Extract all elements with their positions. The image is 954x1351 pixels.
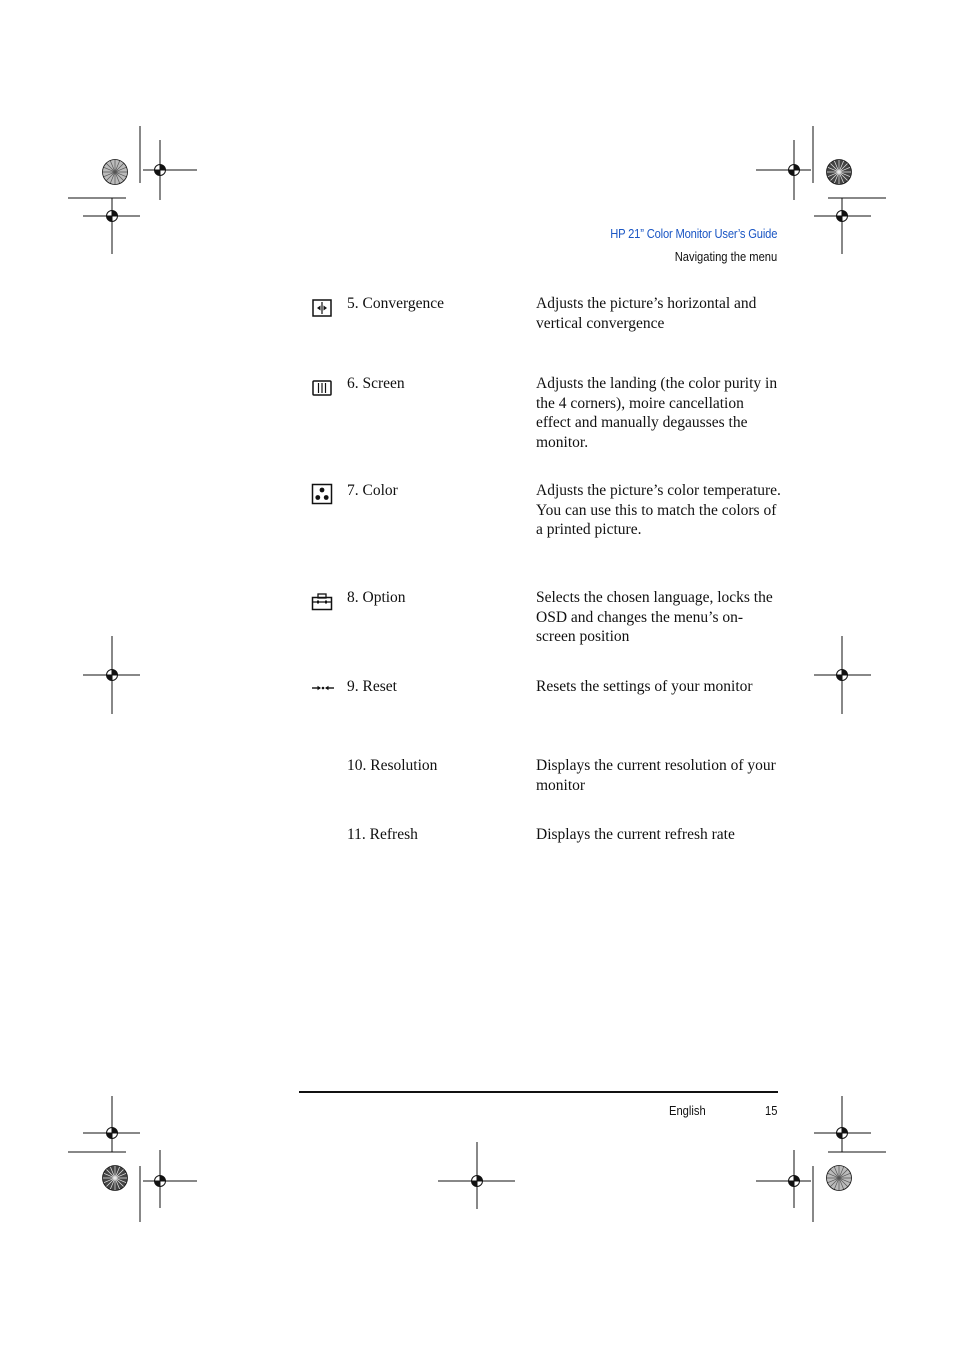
menu-item-label: 5. Convergence (347, 295, 444, 312)
menu-item-label: 10. Resolution (347, 757, 438, 774)
registration-crosshair (102, 206, 122, 226)
running-header-section: Navigating the menu (674, 249, 777, 264)
registration-crosshair (784, 1171, 804, 1191)
menu-item-description: Resets the settings of your monitor (536, 678, 753, 695)
page-number: 15 (764, 1103, 777, 1118)
registration-starburst (827, 1166, 852, 1191)
toolbox-icon (311, 591, 333, 613)
footer-language: English (669, 1103, 706, 1118)
registration-crosshair (832, 1123, 852, 1143)
menu-item-description: Displays the current resolution of your monitor (536, 757, 776, 794)
reset-icon (311, 677, 333, 699)
registration-crosshair (102, 665, 122, 685)
menu-item-description: Adjusts the picture’s color temperature. You can use this to match the colors of a printed picture. (536, 482, 781, 538)
menu-item-description: Displays the current refresh rate (536, 826, 735, 843)
menu-item-description: Adjusts the picture’s horizontal and vertical convergence (536, 295, 757, 332)
screen-icon (311, 376, 333, 398)
registration-crosshair (150, 1171, 170, 1191)
menu-item-label: 7. Color (347, 482, 398, 499)
registration-starburst (103, 160, 128, 185)
menu-item-label: 9. Reset (347, 678, 397, 695)
menu-item-description: Selects the chosen language, locks the OSD and changes the menu’s on-screen position (536, 589, 773, 645)
running-header-title: HP 21” Color Monitor User’s Guide (609, 226, 777, 241)
menu-item-label: 8. Option (347, 589, 406, 606)
menu-item-description: Adjusts the landing (the color purity in the 4 corners), moire cancellation effect and manually degausses the monitor. (536, 375, 778, 451)
registration-crosshair (832, 665, 852, 685)
registration-crosshair (467, 1171, 487, 1191)
registration-crosshair (784, 160, 804, 180)
color-icon (311, 483, 333, 505)
menu-item-label: 6. Screen (347, 375, 405, 392)
menu-item-label: 11. Refresh (347, 826, 418, 843)
registration-starburst (103, 1166, 128, 1191)
registration-crosshair (102, 1123, 122, 1143)
footer-rule (299, 1091, 778, 1093)
convergence-icon (311, 297, 333, 319)
registration-crosshair (832, 206, 852, 226)
registration-starburst (827, 160, 852, 185)
registration-crosshair (150, 160, 170, 180)
